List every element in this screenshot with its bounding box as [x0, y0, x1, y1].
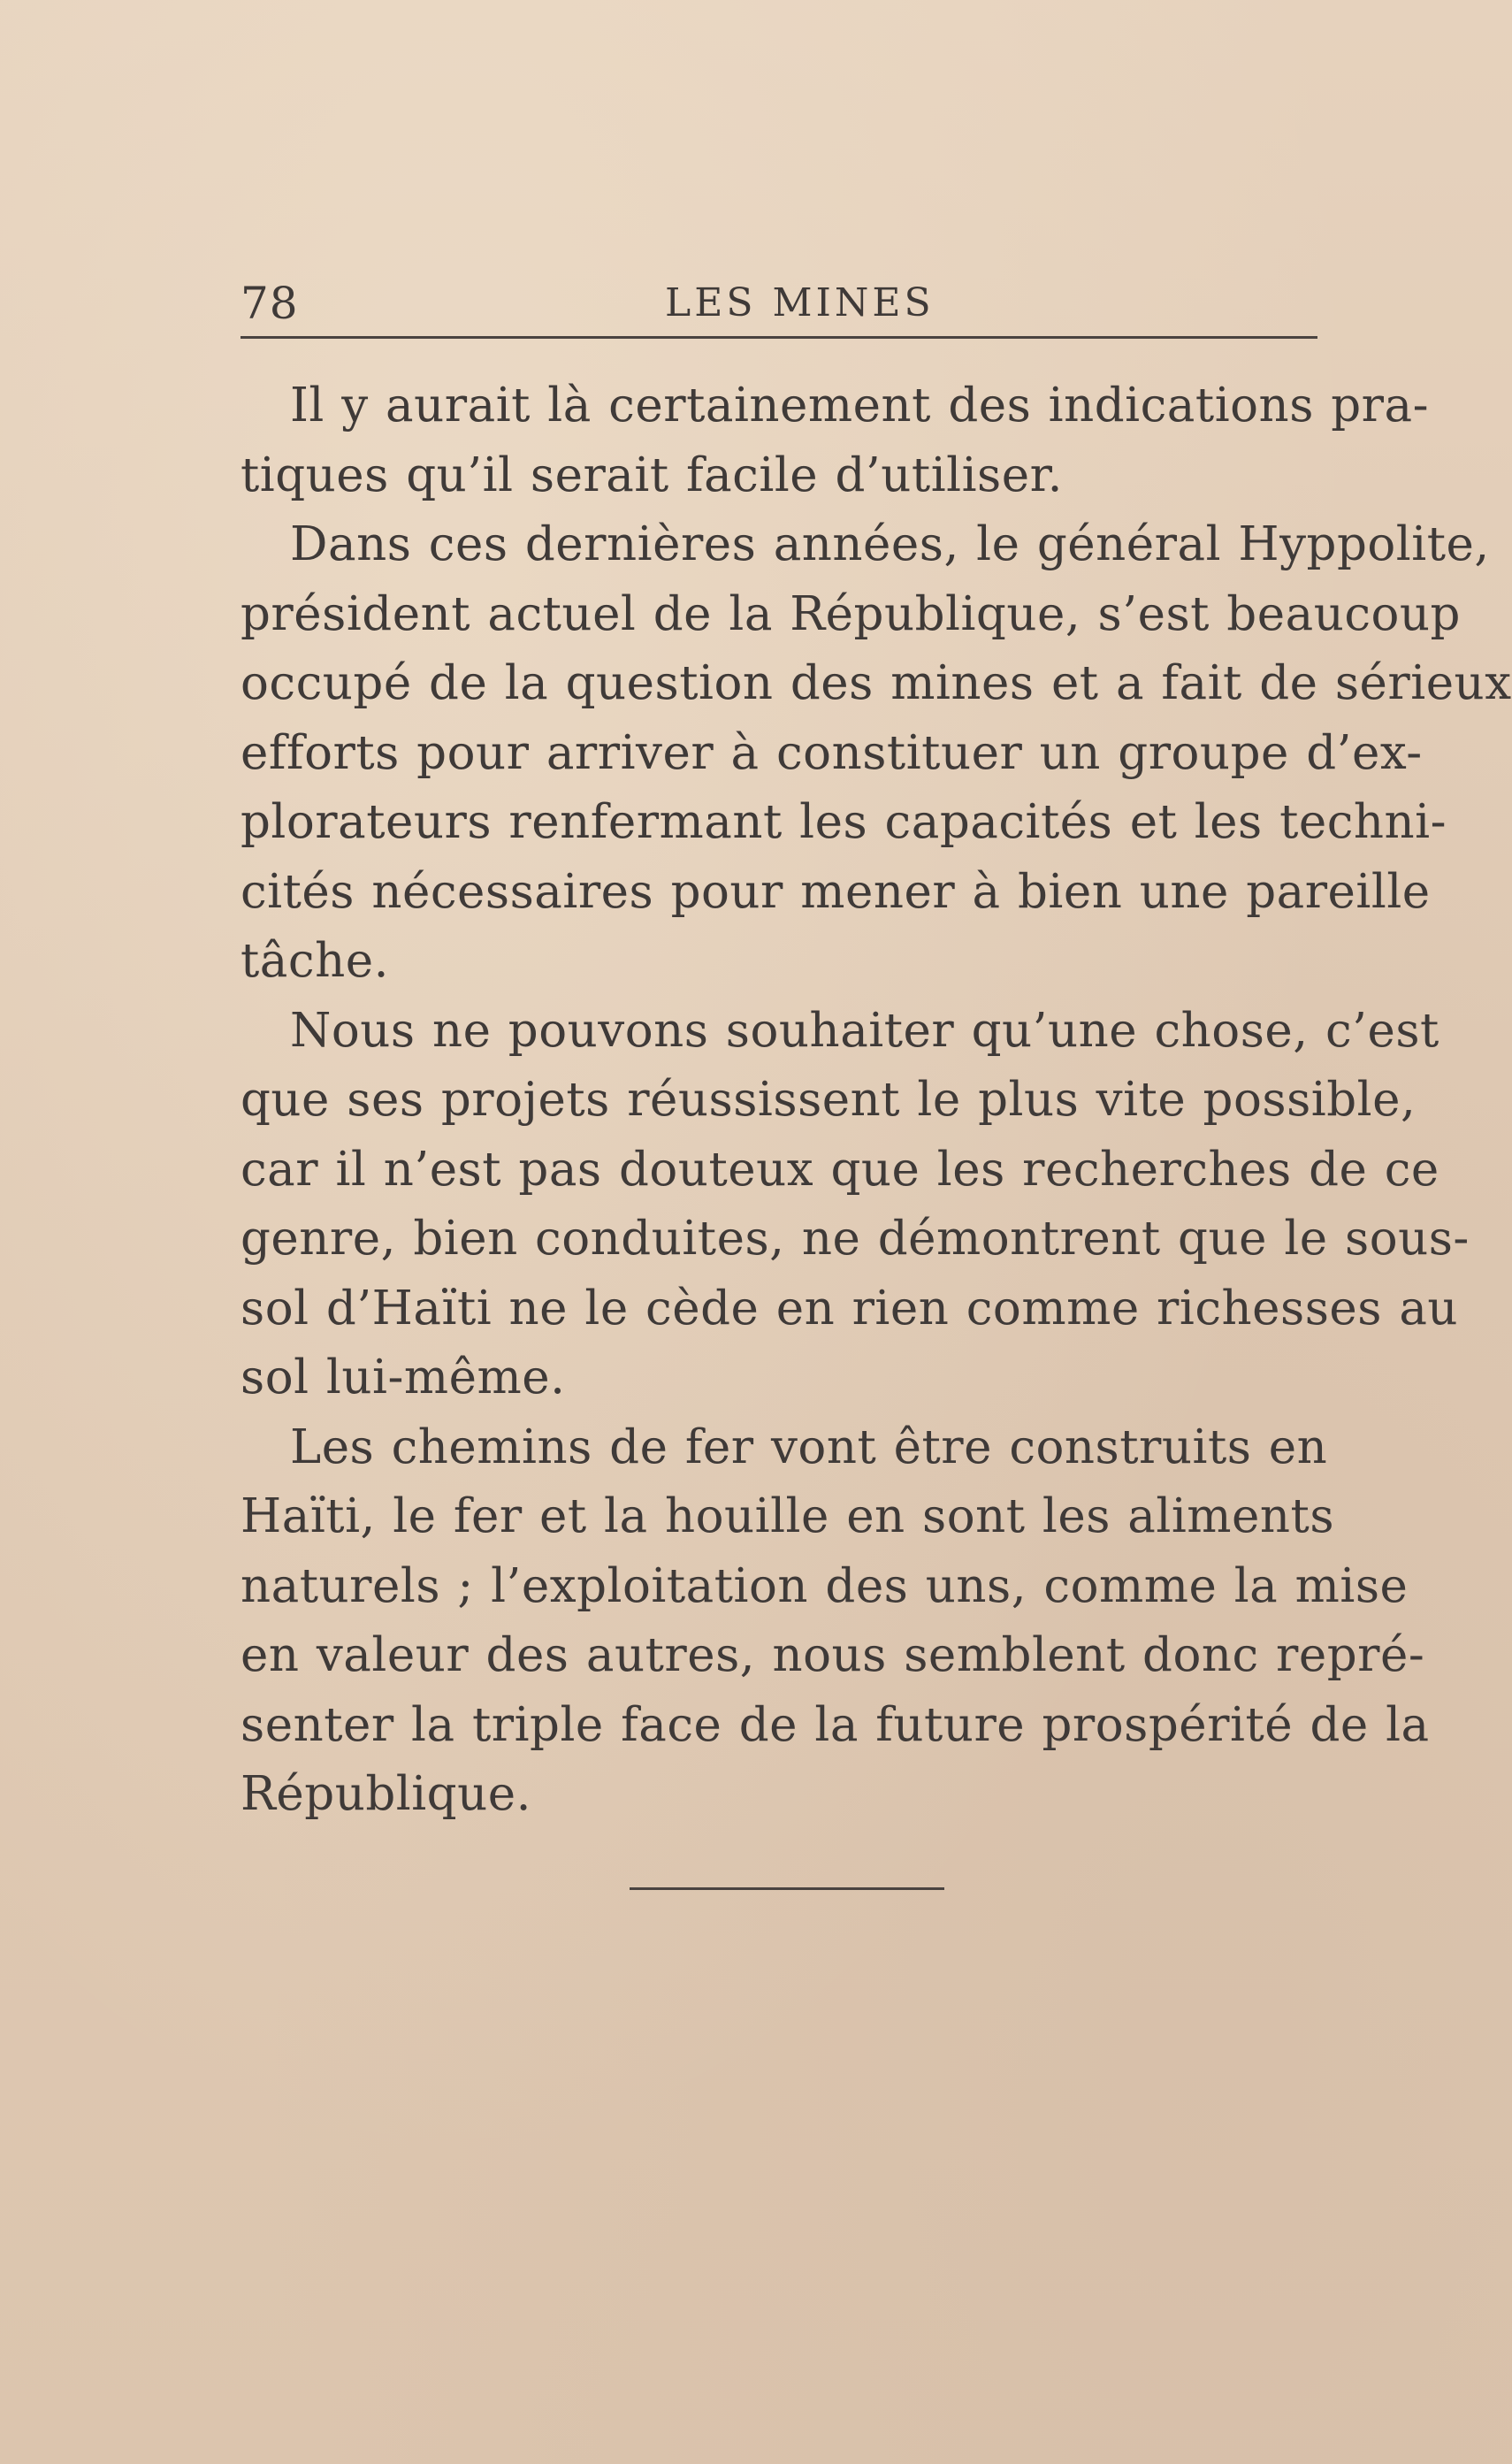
running-head: [241, 272, 1317, 334]
text-line: Nous ne pouvons souhaiter qu’une chose, c’est: [290, 1003, 1439, 1058]
end-rule: [630, 1887, 944, 1890]
header-rule: [241, 336, 1317, 339]
body-text: [241, 371, 1512, 1830]
text-line: Il y aurait là certainement des indications pra-: [290, 379, 1430, 432]
paragraph-4: [241, 1413, 1430, 1830]
text-line: tâche.: [241, 934, 389, 988]
text-line: car il n’est pas douteux que les recherches de ce: [241, 1142, 1439, 1197]
text-line: cités nécessaires pour mener à bien une pareille: [241, 864, 1431, 919]
text-line: République.: [241, 1767, 531, 1821]
text-line: Haïti, le fer et la houille en sont les aliments: [241, 1489, 1335, 1543]
page-number: 78: [241, 278, 299, 329]
text-line: senter la triple face de la future prospérité de la: [241, 1697, 1430, 1752]
text-line: sol d’Haïti ne le cède en rien comme richesses au: [241, 1281, 1459, 1335]
text-line: tiques qu’il serait facile d’utiliser.: [241, 448, 1063, 502]
paragraph-3: [241, 997, 1470, 1413]
text-line: que ses projets réussissent le plus vite possible,: [241, 1073, 1417, 1127]
text-line: naturels ; l’exploitation des uns, comme la mise: [241, 1558, 1409, 1613]
text-line: genre, bien conduites, ne démontrent que le sous-: [241, 1212, 1470, 1266]
text-line: président actuel de la République, s’est beaucoup: [241, 586, 1461, 641]
paragraph-2: [241, 510, 1512, 997]
text-line: sol lui-même.: [241, 1351, 566, 1404]
text-line: occupé de la question des mines et a fait de sérieux: [241, 656, 1512, 710]
running-title: LES MINES: [665, 280, 935, 325]
text-line: en valeur des autres, nous semblent donc repré-: [241, 1628, 1425, 1682]
paragraph-1: [241, 371, 1430, 510]
text-line: Dans ces dernières années, le général Hyppolite,: [290, 517, 1490, 571]
text-line: efforts pour arriver à constituer un groupe d’ex-: [241, 725, 1423, 780]
text-line: plorateurs renfermant les capacités et les techni-: [241, 795, 1447, 849]
text-line: Les chemins de fer vont être construits en: [290, 1419, 1328, 1474]
